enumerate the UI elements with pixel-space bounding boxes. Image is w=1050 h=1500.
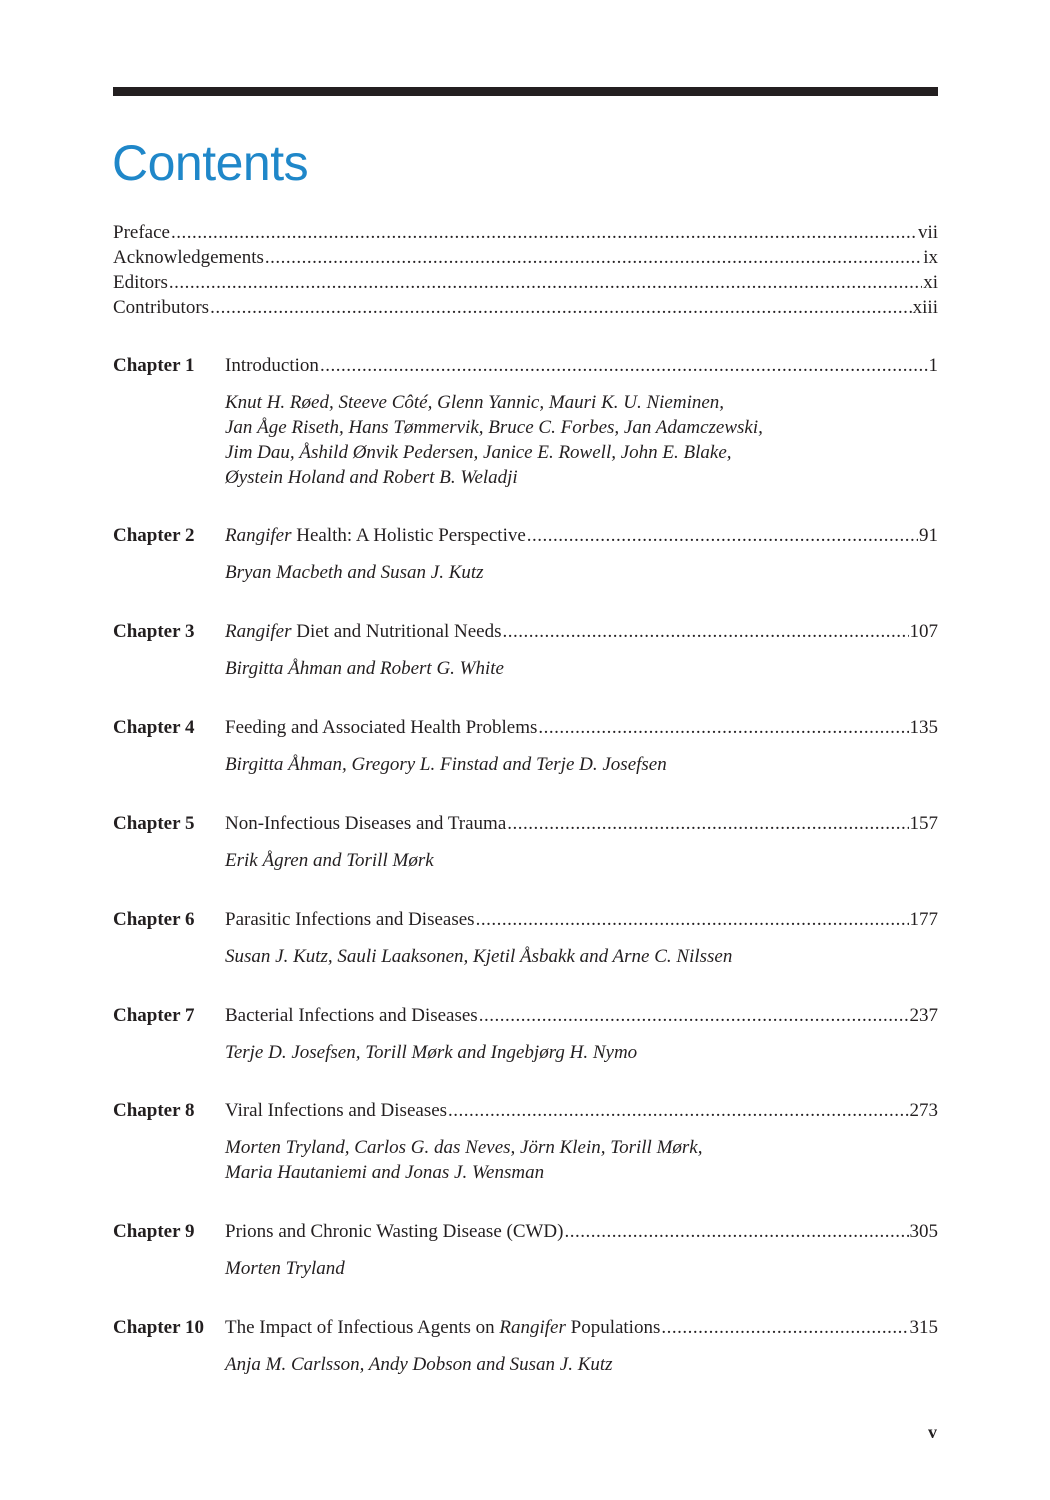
- toc-entry-editors[interactable]: [113, 270, 938, 295]
- chapter-title-text: Parasitic Infections and Diseases: [225, 909, 475, 930]
- chapter-title-italic: Rangifer: [499, 1317, 566, 1338]
- chapter-title-text: Prions and Chronic Wasting Disease (CWD): [225, 1221, 564, 1242]
- chapter-title: [225, 715, 537, 740]
- toc-entry-acknowledgements[interactable]: [113, 245, 938, 270]
- chapter-heading-row[interactable]: [113, 523, 938, 548]
- dot-leader: [564, 1219, 908, 1244]
- toc-entry-title: Editors: [113, 272, 168, 293]
- chapter-title: [225, 907, 475, 932]
- author-line: Morten Tryland: [225, 1258, 345, 1279]
- chapter-title: [225, 811, 506, 836]
- chapter-heading-row[interactable]: [113, 811, 938, 836]
- top-rule: [113, 87, 938, 96]
- chapter-label: Chapter 7: [113, 1005, 195, 1026]
- toc-entry-title: Preface: [113, 222, 170, 243]
- author-line: Morten Tryland, Carlos G. das Neves, Jörn Klein, Torill Mørk,: [225, 1137, 703, 1158]
- dot-leader: [476, 907, 909, 932]
- chapter-label: Chapter 10: [113, 1317, 204, 1338]
- chapter-heading-row[interactable]: [113, 619, 938, 644]
- chapter-heading-row[interactable]: [113, 1003, 938, 1028]
- chapter-title-text: Viral Infections and Diseases: [225, 1100, 448, 1121]
- chapter-label: Chapter 1: [113, 355, 195, 376]
- chapter-title: [225, 1219, 563, 1244]
- chapter-authors: [225, 944, 938, 969]
- chapter-title: [225, 523, 526, 548]
- chapter-title-text: The Impact of Infectious Agents on: [225, 1317, 500, 1338]
- chapter-entry: [113, 353, 938, 490]
- chapter-heading-row[interactable]: [113, 1098, 938, 1123]
- author-line: Bryan Macbeth and Susan J. Kutz: [225, 562, 484, 583]
- chapter-authors: [225, 1352, 938, 1377]
- chapter-entry: [113, 907, 938, 969]
- author-line: Anja M. Carlsson, Andy Dobson and Susan J. Kutz: [225, 1354, 613, 1375]
- chapter-label: Chapter 2: [113, 525, 195, 546]
- dot-leader: [503, 619, 909, 644]
- toc-page-number: 273: [909, 1100, 938, 1121]
- chapter-authors: [225, 1040, 938, 1065]
- chapter-title-text: Bacterial Infections and Diseases: [225, 1005, 478, 1026]
- chapter-entry: [113, 523, 938, 585]
- chapter-title-italic: Rangifer: [225, 525, 292, 546]
- toc-page-number: ix: [923, 247, 938, 268]
- chapter-heading-row[interactable]: [113, 1315, 938, 1340]
- chapter-authors: [225, 1256, 938, 1281]
- toc-page-number: 237: [909, 1005, 938, 1026]
- chapter-label: Chapter 5: [113, 813, 195, 834]
- dot-leader: [448, 1098, 908, 1123]
- author-line: Birgitta Åhman and Robert G. White: [225, 658, 504, 679]
- author-line: Terje D. Josefsen, Torill Mørk and Ingebjørg H. Nymo: [225, 1042, 638, 1063]
- chapter-title-text: Feeding and Associated Health Problems: [225, 717, 538, 738]
- chapter-authors: [225, 752, 938, 777]
- dot-leader: [265, 245, 922, 270]
- chapter-entry: [113, 811, 938, 873]
- toc-entry-title: Acknowledgements: [113, 247, 264, 268]
- page-folio: v: [928, 1422, 937, 1442]
- chapter-title: [225, 1098, 447, 1123]
- author-line: Jim Dau, Åshild Ønvik Pedersen, Janice E. Rowell, John E. Blake,: [225, 442, 732, 463]
- front-matter-list: [113, 220, 938, 320]
- dot-leader: [527, 523, 918, 548]
- author-line: Knut H. Røed, Steeve Côté, Glenn Yannic, Mauri K. U. Nieminen,: [225, 392, 725, 413]
- chapter-title-text: Non-Infectious Diseases and Trauma: [225, 813, 507, 834]
- chapter-entry: [113, 1098, 938, 1185]
- toc-entry-title: Contributors: [113, 297, 210, 318]
- chapter-label: Chapter 6: [113, 909, 195, 930]
- toc-page-number: xiii: [912, 297, 938, 318]
- dot-leader: [538, 715, 908, 740]
- chapter-title-text: Populations: [565, 1317, 661, 1338]
- chapter-label: Chapter 8: [113, 1100, 195, 1121]
- chapter-title-italic: Rangifer: [225, 621, 292, 642]
- dot-leader: [507, 811, 908, 836]
- toc-page-number: vii: [917, 222, 938, 243]
- toc-entry-preface[interactable]: [113, 220, 938, 245]
- author-line: Susan J. Kutz, Sauli Laaksonen, Kjetil Åsbakk and Arne C. Nilssen: [225, 946, 733, 967]
- chapter-entry: [113, 1315, 938, 1377]
- dot-leader: [320, 353, 928, 378]
- chapter-title-text: Health: A Holistic Perspective: [291, 525, 526, 546]
- dot-leader: [169, 270, 922, 295]
- chapter-entry: [113, 1003, 938, 1065]
- dot-leader: [210, 295, 912, 320]
- toc-entry-contributors[interactable]: [113, 295, 938, 320]
- dot-leader: [661, 1315, 908, 1340]
- chapter-label: Chapter 4: [113, 717, 195, 738]
- author-line: Erik Ågren and Torill Mørk: [225, 850, 434, 871]
- chapter-heading-row[interactable]: [113, 1219, 938, 1244]
- toc-page-number: 315: [909, 1317, 938, 1338]
- chapter-authors: [225, 1135, 938, 1185]
- chapter-entry: [113, 1219, 938, 1281]
- author-line: Maria Hautaniemi and Jonas J. Wensman: [225, 1162, 545, 1183]
- dot-leader: [171, 220, 917, 245]
- chapter-label: Chapter 3: [113, 621, 195, 642]
- chapter-authors: [225, 390, 938, 490]
- chapter-heading-row[interactable]: [113, 353, 938, 378]
- chapter-title-text: Diet and Nutritional Needs: [291, 621, 502, 642]
- chapter-heading-row[interactable]: [113, 907, 938, 932]
- toc-page-number: 135: [909, 717, 938, 738]
- author-line: Øystein Holand and Robert B. Weladji: [225, 467, 518, 488]
- toc-page-number: 177: [909, 909, 938, 930]
- toc-page-number: xi: [923, 272, 938, 293]
- chapter-title-text: Introduction: [225, 355, 319, 376]
- chapter-authors: [225, 560, 938, 585]
- chapter-label: Chapter 9: [113, 1221, 195, 1242]
- toc-page-number: 305: [909, 1221, 938, 1242]
- chapter-entry: [113, 715, 938, 777]
- chapter-authors: [225, 848, 938, 873]
- chapter-title: [225, 353, 319, 378]
- chapter-title: [225, 1315, 660, 1340]
- chapter-heading-row[interactable]: [113, 715, 938, 740]
- author-line: Birgitta Åhman, Gregory L. Finstad and Terje D. Josefsen: [225, 754, 667, 775]
- chapter-title: [225, 1003, 478, 1028]
- dot-leader: [479, 1003, 909, 1028]
- chapter-authors: [225, 656, 938, 681]
- author-line: Jan Åge Riseth, Hans Tømmervik, Bruce C. Forbes, Jan Adamczewski,: [225, 417, 763, 438]
- toc-page-number: 91: [919, 525, 938, 546]
- toc-page-number: 107: [909, 621, 938, 642]
- toc-page-number: 1: [928, 355, 938, 376]
- chapter-title: [225, 619, 502, 644]
- chapter-entry: [113, 619, 938, 681]
- toc-page-number: 157: [909, 813, 938, 834]
- page-title: Contents: [112, 135, 309, 191]
